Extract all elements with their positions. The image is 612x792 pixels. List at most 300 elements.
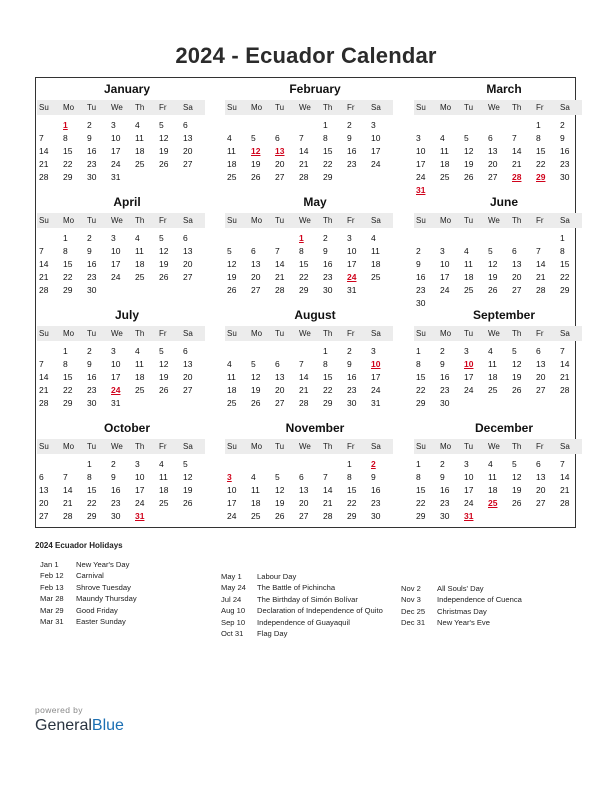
holiday-item: [221, 617, 383, 628]
weekday-label: Su: [227, 329, 237, 338]
weekday-label: Fr: [347, 329, 355, 338]
day-cell: 20: [275, 159, 285, 169]
day-cell: 15: [299, 259, 309, 269]
day-cell: 25: [159, 498, 169, 508]
day-cell: 7: [39, 133, 44, 143]
weekday-label: We: [299, 103, 311, 112]
week-row: [225, 158, 393, 171]
holiday-day-cell: 3: [227, 472, 232, 482]
weekday-label: Fr: [159, 103, 167, 112]
day-cell: 2: [111, 459, 116, 469]
day-cell: 31: [371, 398, 381, 408]
weekday-header: [37, 213, 205, 228]
day-cell: 11: [135, 246, 144, 256]
day-cell: 12: [159, 133, 169, 143]
day-cell: 21: [536, 272, 546, 282]
day-cell: 26: [251, 172, 261, 182]
day-cell: 13: [536, 472, 546, 482]
week-row: [414, 510, 582, 523]
day-cell: [133, 171, 157, 184]
week-row: [225, 171, 393, 184]
weekday-label: Mo: [440, 442, 452, 451]
day-cell: 17: [111, 146, 121, 156]
week-row: [225, 271, 393, 284]
week-row: [37, 397, 205, 410]
day-cell: 26: [227, 285, 237, 295]
day-cell: 13: [536, 359, 546, 369]
week-row: [225, 458, 393, 471]
day-cell: 18: [135, 372, 145, 382]
day-cell: 12: [275, 485, 285, 495]
day-cell: 27: [275, 172, 285, 182]
day-cell: [225, 119, 249, 132]
day-cell: 16: [416, 272, 426, 282]
holiday-name: The Birthday of Simón Bolívar: [257, 594, 358, 604]
weekday-label: Su: [416, 329, 426, 338]
day-cell: 14: [299, 146, 309, 156]
day-cell: 28: [39, 398, 49, 408]
day-cell: [157, 397, 181, 410]
weekday-label: Fr: [536, 442, 544, 451]
holiday-name: Flag Day: [257, 628, 288, 638]
weekday-label: Sa: [183, 329, 193, 338]
day-cell: 14: [536, 259, 546, 269]
day-cell: [273, 458, 297, 471]
day-cell: 6: [536, 346, 541, 356]
day-cell: 7: [560, 346, 565, 356]
week-row: [414, 458, 582, 471]
month-october: [37, 420, 205, 523]
day-cell: 24: [371, 385, 381, 395]
day-cell: 25: [135, 272, 145, 282]
weekday-label: We: [488, 216, 500, 225]
holiday-date: Jan 1: [40, 560, 59, 569]
day-cell: 19: [464, 159, 474, 169]
day-cell: 19: [488, 272, 498, 282]
holiday-item: [401, 594, 522, 605]
weekday-label: We: [299, 329, 311, 338]
week-row: [414, 384, 582, 397]
day-cell: 13: [183, 359, 193, 369]
day-cell: 26: [512, 498, 522, 508]
weekday-label: We: [488, 329, 500, 338]
day-cell: 7: [299, 359, 304, 369]
month-april: [37, 194, 205, 297]
day-cell: 4: [159, 459, 164, 469]
day-cell: 29: [416, 398, 426, 408]
day-cell: [369, 284, 393, 297]
day-cell: 21: [39, 272, 49, 282]
day-cell: 17: [135, 485, 145, 495]
day-cell: 6: [536, 459, 541, 469]
day-cell: [486, 119, 510, 132]
day-cell: [510, 232, 534, 245]
weekday-label: Tu: [275, 329, 285, 338]
day-cell: 4: [135, 120, 140, 130]
day-cell: 1: [347, 459, 352, 469]
day-cell: 26: [159, 272, 169, 282]
day-cell: 30: [440, 511, 450, 521]
day-cell: 12: [512, 359, 522, 369]
weekday-label: Th: [512, 216, 522, 225]
day-cell: 8: [63, 246, 68, 256]
holiday-name: Independence of Cuenca: [437, 595, 522, 605]
week-row: [37, 232, 205, 245]
day-cell: 19: [159, 372, 169, 382]
day-cell: 2: [416, 246, 421, 256]
week-row: [225, 345, 393, 358]
day-cell: 15: [416, 485, 426, 495]
day-cell: 3: [416, 133, 421, 143]
day-cell: 24: [416, 172, 426, 182]
holiday-date: Feb 12: [40, 571, 64, 581]
day-cell: 18: [251, 498, 261, 508]
weekday-label: Sa: [183, 103, 193, 112]
day-cell: 1: [536, 120, 541, 130]
day-cell: 10: [111, 133, 121, 143]
day-cell: 17: [347, 259, 357, 269]
week-row: [414, 171, 582, 184]
day-cell: 27: [299, 511, 309, 521]
day-cell: 13: [251, 259, 261, 269]
day-cell: 1: [416, 459, 421, 469]
holiday-day-cell: 28: [512, 172, 522, 182]
day-cell: 21: [560, 372, 570, 382]
day-cell: 26: [464, 172, 474, 182]
weekday-label: Sa: [560, 329, 570, 338]
day-cell: 2: [87, 346, 92, 356]
day-cell: 26: [512, 385, 522, 395]
day-cell: 22: [87, 498, 97, 508]
day-cell: 5: [275, 472, 280, 482]
day-cell: [486, 232, 510, 245]
day-cell: 29: [416, 511, 426, 521]
day-cell: 25: [251, 511, 261, 521]
holidays-title: 2024 Ecuador Holidays: [35, 541, 123, 550]
day-cell: 14: [512, 146, 522, 156]
day-cell: 20: [536, 485, 546, 495]
day-cell: 10: [135, 472, 145, 482]
day-cell: 14: [560, 472, 570, 482]
weekday-header: [37, 439, 205, 454]
day-cell: 10: [440, 259, 450, 269]
day-cell: [462, 397, 486, 410]
weekday-label: Fr: [347, 103, 355, 112]
day-cell: 18: [440, 159, 450, 169]
day-cell: 16: [323, 259, 333, 269]
day-cell: 11: [488, 359, 497, 369]
day-cell: 13: [183, 133, 193, 143]
day-cell: [225, 345, 249, 358]
weekday-label: Tu: [87, 442, 97, 451]
day-cell: 9: [371, 472, 376, 482]
weekday-header: [37, 326, 205, 341]
weekday-label: Th: [512, 103, 522, 112]
weekday-label: Mo: [251, 216, 263, 225]
day-cell: [133, 397, 157, 410]
week-row: [225, 358, 393, 371]
day-cell: 8: [63, 133, 68, 143]
brand-logo: [35, 717, 124, 735]
week-row: [414, 232, 582, 245]
day-cell: 11: [488, 472, 497, 482]
month-may: [225, 194, 393, 297]
holiday-date: Nov 2: [401, 584, 421, 593]
day-cell: 19: [183, 485, 193, 495]
day-cell: 18: [159, 485, 169, 495]
day-cell: 19: [512, 485, 522, 495]
day-cell: 25: [440, 172, 450, 182]
day-cell: 21: [299, 385, 309, 395]
day-cell: 4: [488, 346, 493, 356]
day-cell: 25: [227, 398, 237, 408]
day-cell: 10: [227, 485, 237, 495]
day-cell: 7: [512, 133, 517, 143]
day-cell: 4: [251, 472, 256, 482]
day-cell: 4: [227, 359, 232, 369]
day-cell: 28: [39, 172, 49, 182]
day-cell: 8: [416, 359, 421, 369]
holiday-date: Mar 29: [40, 605, 64, 615]
day-cell: 9: [87, 359, 92, 369]
day-cell: 8: [63, 359, 68, 369]
day-cell: [37, 458, 61, 471]
weekday-label: Mo: [251, 442, 263, 451]
day-cell: 5: [251, 359, 256, 369]
day-cell: [181, 171, 205, 184]
weekday-label: Mo: [63, 329, 75, 338]
week-row: [414, 358, 582, 371]
week-row: [414, 497, 582, 510]
holiday-item: [401, 583, 522, 594]
week-row: [414, 397, 582, 410]
day-cell: 29: [63, 398, 73, 408]
day-cell: 7: [39, 359, 44, 369]
holiday-item: [221, 582, 383, 593]
day-cell: 10: [111, 359, 121, 369]
week-row: [225, 384, 393, 397]
weekday-label: We: [299, 442, 311, 451]
holiday-day-cell: 24: [347, 272, 357, 282]
weekday-label: Fr: [159, 216, 167, 225]
day-cell: 30: [560, 172, 570, 182]
month-name: June: [489, 195, 518, 209]
day-cell: 2: [560, 120, 565, 130]
day-cell: 16: [347, 372, 357, 382]
day-cell: 31: [111, 172, 121, 182]
holiday-item: [221, 628, 383, 639]
day-cell: 16: [87, 259, 97, 269]
day-cell: 19: [251, 159, 261, 169]
holiday-name: Maundy Thursday: [76, 594, 137, 604]
weekday-header: [414, 439, 582, 454]
holiday-name: Independence of Guayaquil: [257, 617, 350, 627]
day-cell: 17: [227, 498, 237, 508]
day-cell: 17: [464, 485, 474, 495]
holiday-name: New Year's Eve: [437, 618, 490, 628]
day-cell: 28: [275, 285, 285, 295]
day-cell: 20: [488, 159, 498, 169]
day-cell: 2: [87, 233, 92, 243]
day-cell: 16: [87, 372, 97, 382]
weekday-label: Sa: [371, 103, 381, 112]
weekday-label: Th: [135, 442, 145, 451]
day-cell: 13: [183, 246, 193, 256]
day-cell: 9: [87, 133, 92, 143]
week-row: [414, 345, 582, 358]
day-cell: 5: [488, 246, 493, 256]
day-cell: 2: [347, 120, 352, 130]
day-cell: 22: [63, 159, 73, 169]
week-row: [225, 497, 393, 510]
weekday-label: Tu: [275, 442, 285, 451]
day-cell: 29: [323, 398, 333, 408]
day-cell: 24: [111, 272, 121, 282]
day-cell: 3: [111, 233, 116, 243]
holiday-date: Dec 31: [401, 618, 426, 628]
day-cell: 16: [440, 372, 450, 382]
day-cell: 17: [464, 372, 474, 382]
weekday-label: We: [111, 216, 123, 225]
day-cell: [558, 397, 582, 410]
month-july: [37, 307, 205, 410]
day-cell: 2: [440, 346, 445, 356]
day-cell: 30: [87, 285, 97, 295]
holiday-date: May 1: [221, 572, 242, 581]
day-cell: [249, 119, 273, 132]
weekday-label: Th: [135, 216, 145, 225]
holiday-date: May 24: [221, 583, 246, 593]
day-cell: 28: [323, 511, 333, 521]
day-cell: 5: [512, 346, 517, 356]
month-march: [414, 81, 582, 197]
week-row: [414, 158, 582, 171]
day-cell: 28: [39, 285, 49, 295]
day-cell: 5: [159, 346, 164, 356]
day-cell: 3: [135, 459, 140, 469]
day-cell: 26: [159, 385, 169, 395]
day-cell: 29: [347, 511, 357, 521]
day-cell: 20: [183, 259, 193, 269]
weekday-label: Sa: [371, 442, 381, 451]
day-cell: 23: [87, 385, 97, 395]
weekday-label: Tu: [87, 329, 97, 338]
week-row: [225, 284, 393, 297]
day-cell: 7: [275, 246, 280, 256]
holiday-day-cell: 12: [251, 146, 261, 156]
day-cell: 25: [135, 385, 145, 395]
day-cell: 12: [488, 259, 498, 269]
day-cell: 6: [275, 359, 280, 369]
day-cell: 15: [63, 146, 73, 156]
week-row: [225, 145, 393, 158]
day-cell: 21: [39, 385, 49, 395]
weekday-label: Sa: [560, 442, 570, 451]
day-cell: 30: [440, 398, 450, 408]
holiday-item: [40, 582, 137, 593]
holiday-item: [40, 593, 137, 604]
holiday-name: Labour Day: [257, 572, 297, 581]
day-cell: 21: [560, 485, 570, 495]
weekday-label: Mo: [440, 329, 452, 338]
day-cell: 5: [159, 233, 164, 243]
weekday-label: Su: [416, 103, 426, 112]
weekday-label: Su: [416, 442, 426, 451]
day-cell: 14: [63, 485, 73, 495]
day-cell: 23: [87, 272, 97, 282]
day-cell: 21: [39, 159, 49, 169]
day-cell: 10: [464, 472, 474, 482]
day-cell: 12: [159, 359, 169, 369]
day-cell: 4: [371, 233, 376, 243]
day-cell: 11: [159, 472, 168, 482]
week-row: [225, 397, 393, 410]
day-cell: [157, 510, 181, 523]
day-cell: 14: [560, 359, 570, 369]
day-cell: 23: [371, 498, 381, 508]
day-cell: 3: [464, 459, 469, 469]
day-cell: [249, 345, 273, 358]
day-cell: 27: [536, 498, 546, 508]
holiday-day-cell: 1: [299, 233, 304, 243]
day-cell: 27: [183, 272, 193, 282]
weekday-label: Th: [512, 442, 522, 451]
day-cell: 19: [512, 372, 522, 382]
day-cell: 21: [323, 498, 333, 508]
day-cell: 31: [347, 285, 357, 295]
day-cell: 30: [87, 398, 97, 408]
day-cell: 8: [347, 472, 352, 482]
day-cell: 8: [87, 472, 92, 482]
week-row: [414, 271, 582, 284]
weekday-label: Tu: [464, 103, 474, 112]
day-cell: [510, 119, 534, 132]
day-cell: [486, 397, 510, 410]
day-cell: 6: [183, 120, 188, 130]
holiday-name: Good Friday: [76, 605, 118, 615]
weekday-label: Th: [512, 329, 522, 338]
month-name: July: [114, 308, 139, 322]
day-cell: 16: [87, 146, 97, 156]
day-cell: 16: [440, 485, 450, 495]
month-name: January: [103, 82, 151, 96]
weekday-label: We: [111, 442, 123, 451]
holiday-day-cell: 1: [63, 120, 68, 130]
day-cell: 23: [416, 285, 426, 295]
day-cell: 14: [275, 259, 285, 269]
week-row: [225, 471, 393, 484]
day-cell: 1: [63, 346, 68, 356]
weekday-label: Th: [323, 103, 333, 112]
weekday-label: Th: [323, 329, 333, 338]
holiday-item: [40, 605, 137, 616]
day-cell: [297, 119, 321, 132]
brand-general: General: [35, 717, 92, 734]
holiday-day-cell: 13: [275, 146, 285, 156]
day-cell: 12: [183, 472, 193, 482]
day-cell: [61, 458, 85, 471]
day-cell: 23: [440, 385, 450, 395]
day-cell: 5: [183, 459, 188, 469]
weekday-label: We: [488, 103, 500, 112]
day-cell: 9: [87, 246, 92, 256]
holiday-date: Oct 31: [221, 628, 244, 638]
day-cell: 19: [275, 498, 285, 508]
day-cell: 30: [347, 398, 357, 408]
holiday-date: Sep 10: [221, 617, 246, 627]
day-cell: 9: [347, 359, 352, 369]
day-cell: 20: [512, 272, 522, 282]
